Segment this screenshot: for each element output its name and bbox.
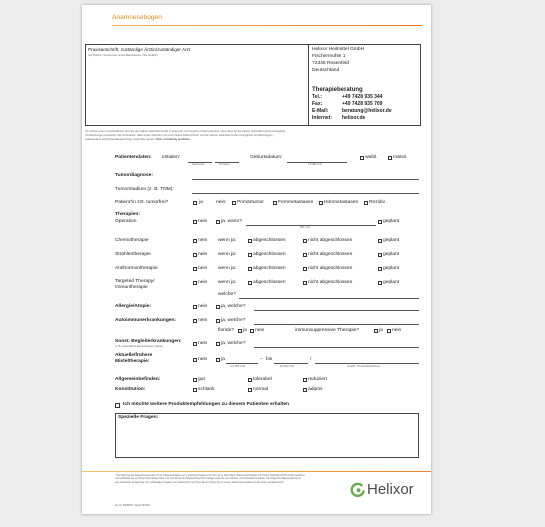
- general-opt2-checkbox[interactable]: [248, 378, 252, 382]
- targeted-finished-label: abgeschlossen: [253, 280, 286, 285]
- general-opt2-label: tolerabel: [253, 377, 272, 382]
- allergy-nein-label: nein: [198, 304, 208, 309]
- targeted-planned-label: geplant: [383, 280, 400, 285]
- company-country: Deutschland: [312, 68, 340, 73]
- fax-value: +49 7428 935 709: [342, 101, 383, 107]
- comorbid-which-line[interactable]: [254, 347, 419, 348]
- web-label: Internet:: [312, 115, 332, 121]
- relapse-checkbox[interactable]: [364, 201, 368, 205]
- allergy-ja-checkbox[interactable]: [216, 305, 220, 309]
- op-label: Operation: [115, 219, 137, 224]
- dob-label: Geburtsdatum:: [250, 155, 283, 160]
- brain-meta-label: Hirnmetastasen: [324, 200, 359, 205]
- antihormone-planned-checkbox[interactable]: [378, 267, 382, 271]
- practice-sublabel: (mit Telefon-, Faxnummer und E-Mail-Adresse, bitte deutlich): [88, 54, 158, 57]
- comorbid-nein-checkbox[interactable]: [193, 342, 197, 346]
- radiation-planned-label: geplant: [383, 252, 400, 257]
- florid-ja-label: ja: [243, 328, 247, 333]
- chemo-finished-label: abgeschlossen: [253, 238, 286, 243]
- mistletoe-nein-checkbox[interactable]: [193, 358, 197, 362]
- mistletoe-from-line[interactable]: [226, 363, 258, 364]
- special-questions-box[interactable]: [115, 413, 419, 458]
- mistletoe-slash: /: [310, 357, 312, 362]
- chemo-not-finished-label: nicht abgeschlossen: [308, 238, 353, 243]
- tumor-stage-label: Tumorstadium (z. B. TNM):: [115, 187, 174, 192]
- immuno-ja-label: ja: [379, 328, 383, 333]
- tumor-stage-line[interactable]: [192, 193, 419, 194]
- practice-address-field[interactable]: [87, 61, 305, 123]
- autoimmune-ja-checkbox[interactable]: [216, 319, 220, 323]
- antihormone-label: Antihormontherapie: [115, 266, 158, 271]
- allergy-which-line[interactable]: [254, 310, 419, 311]
- targeted-wenn-ja: wenn ja:: [218, 280, 237, 285]
- service-title: Therapieberatung: [312, 87, 363, 93]
- company-name: Helixor Heilmittel GmbH: [312, 47, 365, 52]
- antihormone-finished-label: abgeschlossen: [253, 266, 286, 271]
- comorbid-sublabel: (z. B. entzündliche Erkrankungen, Fieber): [115, 345, 163, 348]
- web-value[interactable]: helixor.de: [342, 115, 366, 121]
- allergy-ja-label: ja, welche?: [221, 304, 246, 309]
- radiation-label: Strahlentherapie: [115, 252, 151, 257]
- allergy-label: Allergie/Atopie:: [115, 304, 152, 309]
- op-planned-checkbox[interactable]: [378, 220, 382, 224]
- tumor-free-nein-label: nein:: [216, 200, 227, 205]
- targeted-which-line[interactable]: [239, 298, 419, 299]
- chemo-nein-label: nein: [198, 238, 208, 243]
- op-ja-label: ja, wann?: [221, 219, 242, 224]
- florid-label: floride?: [218, 328, 235, 333]
- dob-hint: TT.MM.JJJJ: [308, 163, 322, 166]
- antihormone-not-finished-checkbox[interactable]: [303, 267, 307, 271]
- chemo-finished-checkbox[interactable]: [248, 239, 252, 243]
- mistletoe-bis-label: bis: [266, 357, 273, 362]
- chemo-nein-checkbox[interactable]: [193, 239, 197, 243]
- tumor-diagnosis-line[interactable]: [192, 179, 419, 180]
- general-opt1-checkbox[interactable]: [193, 378, 197, 382]
- op-nein-checkbox[interactable]: [193, 220, 197, 224]
- radiation-not-finished-label: nicht abgeschlossen: [308, 252, 353, 257]
- antihormone-nein-label: nein: [198, 266, 208, 271]
- constitution-opt1-label: schlank: [198, 387, 215, 392]
- radiation-nein-checkbox[interactable]: [193, 253, 197, 257]
- op-date-line[interactable]: [246, 225, 376, 226]
- radiation-finished-checkbox[interactable]: [248, 253, 252, 257]
- sub-nachname: Nachname: [192, 163, 205, 166]
- targeted-not-finished-label: nicht abgeschlossen: [308, 280, 353, 285]
- primary-tumor-label: Primärtumor: [237, 200, 264, 205]
- general-label: Allgemeinbefinden:: [115, 377, 161, 382]
- autoimmune-label: Autoimmunerkrankungen:: [115, 318, 177, 323]
- tel-label: Tel.:: [312, 94, 322, 100]
- helixor-logo-text: Helixor: [367, 481, 414, 498]
- general-opt3-label: reduziert: [308, 377, 328, 382]
- targeted-not-finished-checkbox[interactable]: [303, 281, 307, 285]
- immuno-label: immunsuppressive Therapie?: [295, 328, 360, 333]
- tumor-free-ja-checkbox[interactable]: [193, 201, 197, 205]
- female-checkbox[interactable]: [360, 156, 364, 160]
- op-ja-checkbox[interactable]: [216, 220, 220, 224]
- autoimmune-ja-label: ja, welche?: [221, 318, 246, 323]
- mistletoe-dash: –: [260, 357, 263, 362]
- immuno-nein-label: nein: [392, 328, 402, 333]
- targeted-finished-checkbox[interactable]: [248, 281, 252, 285]
- general-opt3-checkbox[interactable]: [303, 378, 307, 382]
- company-city: 72348 Rosenfeld: [312, 61, 349, 66]
- autoimmune-nein-checkbox[interactable]: [193, 319, 197, 323]
- practice-label: Praxisanschrift, zuständige Ärztin/zuständiger Arzt: [88, 47, 191, 52]
- targeted-planned-checkbox[interactable]: [378, 281, 382, 285]
- recommend-label: Ich möchte weitere Produktempfehlungen zu diesem Patienten erhalten: [123, 402, 290, 407]
- mistletoe-sub-from: von MM.JJJJ: [230, 365, 246, 368]
- patient-label: Patientendaten:: [115, 155, 152, 160]
- constitution-opt1-checkbox[interactable]: [193, 388, 197, 392]
- intro-line-1: Ich nehme einen unverbindlichen Service der Helixor Heilmittel GmbH in Anspruch. Der Service erfolgt kostenfrei, ohne dass für die Helixor Heilmittel GmbH vertragliche: [85, 130, 286, 133]
- relapse-label: Rezidiv: [369, 200, 386, 205]
- constitution-opt3-checkbox[interactable]: [303, 388, 307, 392]
- tumor-diagnosis-label: Tumordiagnose:: [115, 173, 153, 178]
- mistletoe-nein-label: nein: [198, 357, 208, 362]
- footer-article: Art.-Nr. 90089001 | Stand 06/2021: [115, 505, 150, 507]
- helixor-logo-mark: [350, 482, 366, 498]
- address-divider: [308, 44, 309, 126]
- op-nein-label: nein: [198, 219, 208, 224]
- florid-nein-label: nein: [255, 328, 265, 333]
- chemo-planned-label: geplant: [383, 238, 400, 243]
- remote-meta-label: Fernmetastasen: [278, 200, 314, 205]
- chemo-label: Chemotherapie: [115, 238, 149, 243]
- antihormone-planned-label: geplant: [383, 266, 400, 271]
- radiation-nein-label: nein: [198, 252, 208, 257]
- radiation-wenn-ja: wenn ja:: [218, 252, 237, 257]
- immuno-ja-checkbox[interactable]: [374, 329, 378, 333]
- mistletoe-to-line[interactable]: [274, 363, 308, 364]
- antihormone-nein-checkbox[interactable]: [193, 267, 197, 271]
- antihormone-wenn-ja: wenn ja:: [218, 266, 237, 271]
- footer-divider: [82, 471, 431, 472]
- florid-ja-checkbox[interactable]: [238, 329, 242, 333]
- targeted-which-label: welche?: [218, 292, 236, 297]
- allergy-nein-checkbox[interactable]: [193, 305, 197, 309]
- sub-vorname: Vorname: [219, 163, 230, 166]
- mistletoe-sub-to: bis MM.JJJJ: [280, 365, 295, 368]
- intro-line-3-text: insbesondere kein Behandlungsvertrag, begründet werden.: [85, 138, 156, 141]
- primary-tumor-checkbox[interactable]: [232, 201, 236, 205]
- radiation-not-finished-checkbox[interactable]: [303, 253, 307, 257]
- page-title: Anamnesebogen: [112, 14, 162, 21]
- intro-line-3-bold: Bitte vollständig ausfüllen:: [156, 138, 191, 141]
- comorbid-label: Sonst. Begleiterkrankungen:: [115, 339, 182, 344]
- tumor-free-question: Patient*in zzt. tumorfrei?: [115, 200, 169, 205]
- brain-meta-checkbox[interactable]: [319, 201, 323, 205]
- intro-line-2: Verpflichtungen entstehen. Mir ist bewusst, dass weder zwischen mir noch meiner Patient*innen und der Helixor Heilmittel GmbH vertragliche Verpflichtungen,: [85, 134, 274, 137]
- chemo-not-finished-checkbox[interactable]: [303, 239, 307, 243]
- remote-meta-checkbox[interactable]: [273, 201, 277, 205]
- comorbid-nein-label: nein: [198, 341, 208, 346]
- female-label: weibl.: [365, 155, 378, 160]
- chemo-planned-checkbox[interactable]: [378, 239, 382, 243]
- male-label: männl.: [393, 155, 408, 160]
- email-label: E-Mail:: [312, 108, 329, 114]
- targeted-nein-label: nein: [198, 280, 208, 285]
- constitution-opt2-checkbox[interactable]: [248, 388, 252, 392]
- targeted-nein-checkbox[interactable]: [193, 281, 197, 285]
- special-questions-label: Spezielle Fragen:: [118, 415, 159, 420]
- mistletoe-label-2: Misteltherapie:: [115, 359, 150, 364]
- constitution-label: Konstitution:: [115, 387, 146, 392]
- tumor-free-ja-label: ja: [199, 200, 203, 205]
- therapies-title: Therapien:: [115, 212, 141, 217]
- fax-label: Fax:: [312, 101, 323, 107]
- florid-nein-checkbox[interactable]: [250, 329, 254, 333]
- company-street: Fischermühle 1: [312, 54, 346, 59]
- constitution-opt3-label: adipös: [308, 387, 323, 392]
- form-page: [82, 5, 431, 514]
- targeted-label-2: Immuntherapie: [115, 285, 148, 290]
- antihormone-finished-checkbox[interactable]: [248, 267, 252, 271]
- immuno-nein-checkbox[interactable]: [387, 329, 391, 333]
- recommend-checkbox[interactable]: [115, 403, 120, 408]
- autoimmune-which-line[interactable]: [254, 324, 419, 325]
- general-opt1-label: gut: [198, 377, 205, 382]
- tel-value: +49 7428 935 344: [342, 94, 383, 100]
- mistletoe-ja-checkbox[interactable]: [216, 358, 220, 362]
- op-planned-label: geplant: [383, 219, 400, 224]
- antihormone-not-finished-label: nicht abgeschlossen: [308, 266, 353, 271]
- autoimmune-nein-label: nein: [198, 318, 208, 323]
- op-date-hint: MM.JJJJ: [300, 226, 311, 229]
- mistletoe-ja-label: ja: [221, 357, 225, 362]
- male-checkbox[interactable]: [388, 156, 392, 160]
- comorbid-ja-checkbox[interactable]: [216, 342, 220, 346]
- radiation-planned-checkbox[interactable]: [378, 253, 382, 257]
- footer-disclaimer: * Zur Wahrung des Datenschutzes bitte nur Ini. Patienteninitialen nur in pseudonymisierter Form an uns zu übermitteln. Datenschutzhinweis: Die Helixor Heilmittel GmbH erhebt, speichert und verarbeitet die von Ihnen übermittelten Daten nur zum Zweck der Beantwortung Ihrer Anfrage sowie für eine Fall-bzw. Anschlussdokumentation. Die Folgen der Datenerhebung ist eine individuelle Auswertung. Die vollständigen Angaben zum Datenschutz auf Ihrem Bereich finden Sie in unserer Datenschutzerklärung unter helixor.de/datenschutz.: [115, 475, 305, 484]
- initials-label: Initialen:: [162, 155, 181, 160]
- header-rule: [112, 25, 422, 26]
- mistletoe-product-line[interactable]: [315, 363, 419, 364]
- constitution-opt2-label: normal: [253, 387, 268, 392]
- comorbid-ja-label: ja, welche?: [221, 341, 246, 346]
- chemo-wenn-ja: wenn ja:: [218, 238, 237, 243]
- mistletoe-sub-product: Jeweils: Produkt/Sorte/Dosis: [347, 365, 381, 368]
- intro-line-3: [85, 139, 191, 142]
- email-value[interactable]: beratung@helixor.de: [342, 108, 392, 114]
- radiation-finished-label: abgeschlossen: [253, 252, 286, 257]
- targeted-label-1: Targeted Therapy/: [115, 279, 155, 284]
- mistletoe-label-1: Aktuelle/frühere: [115, 353, 153, 358]
